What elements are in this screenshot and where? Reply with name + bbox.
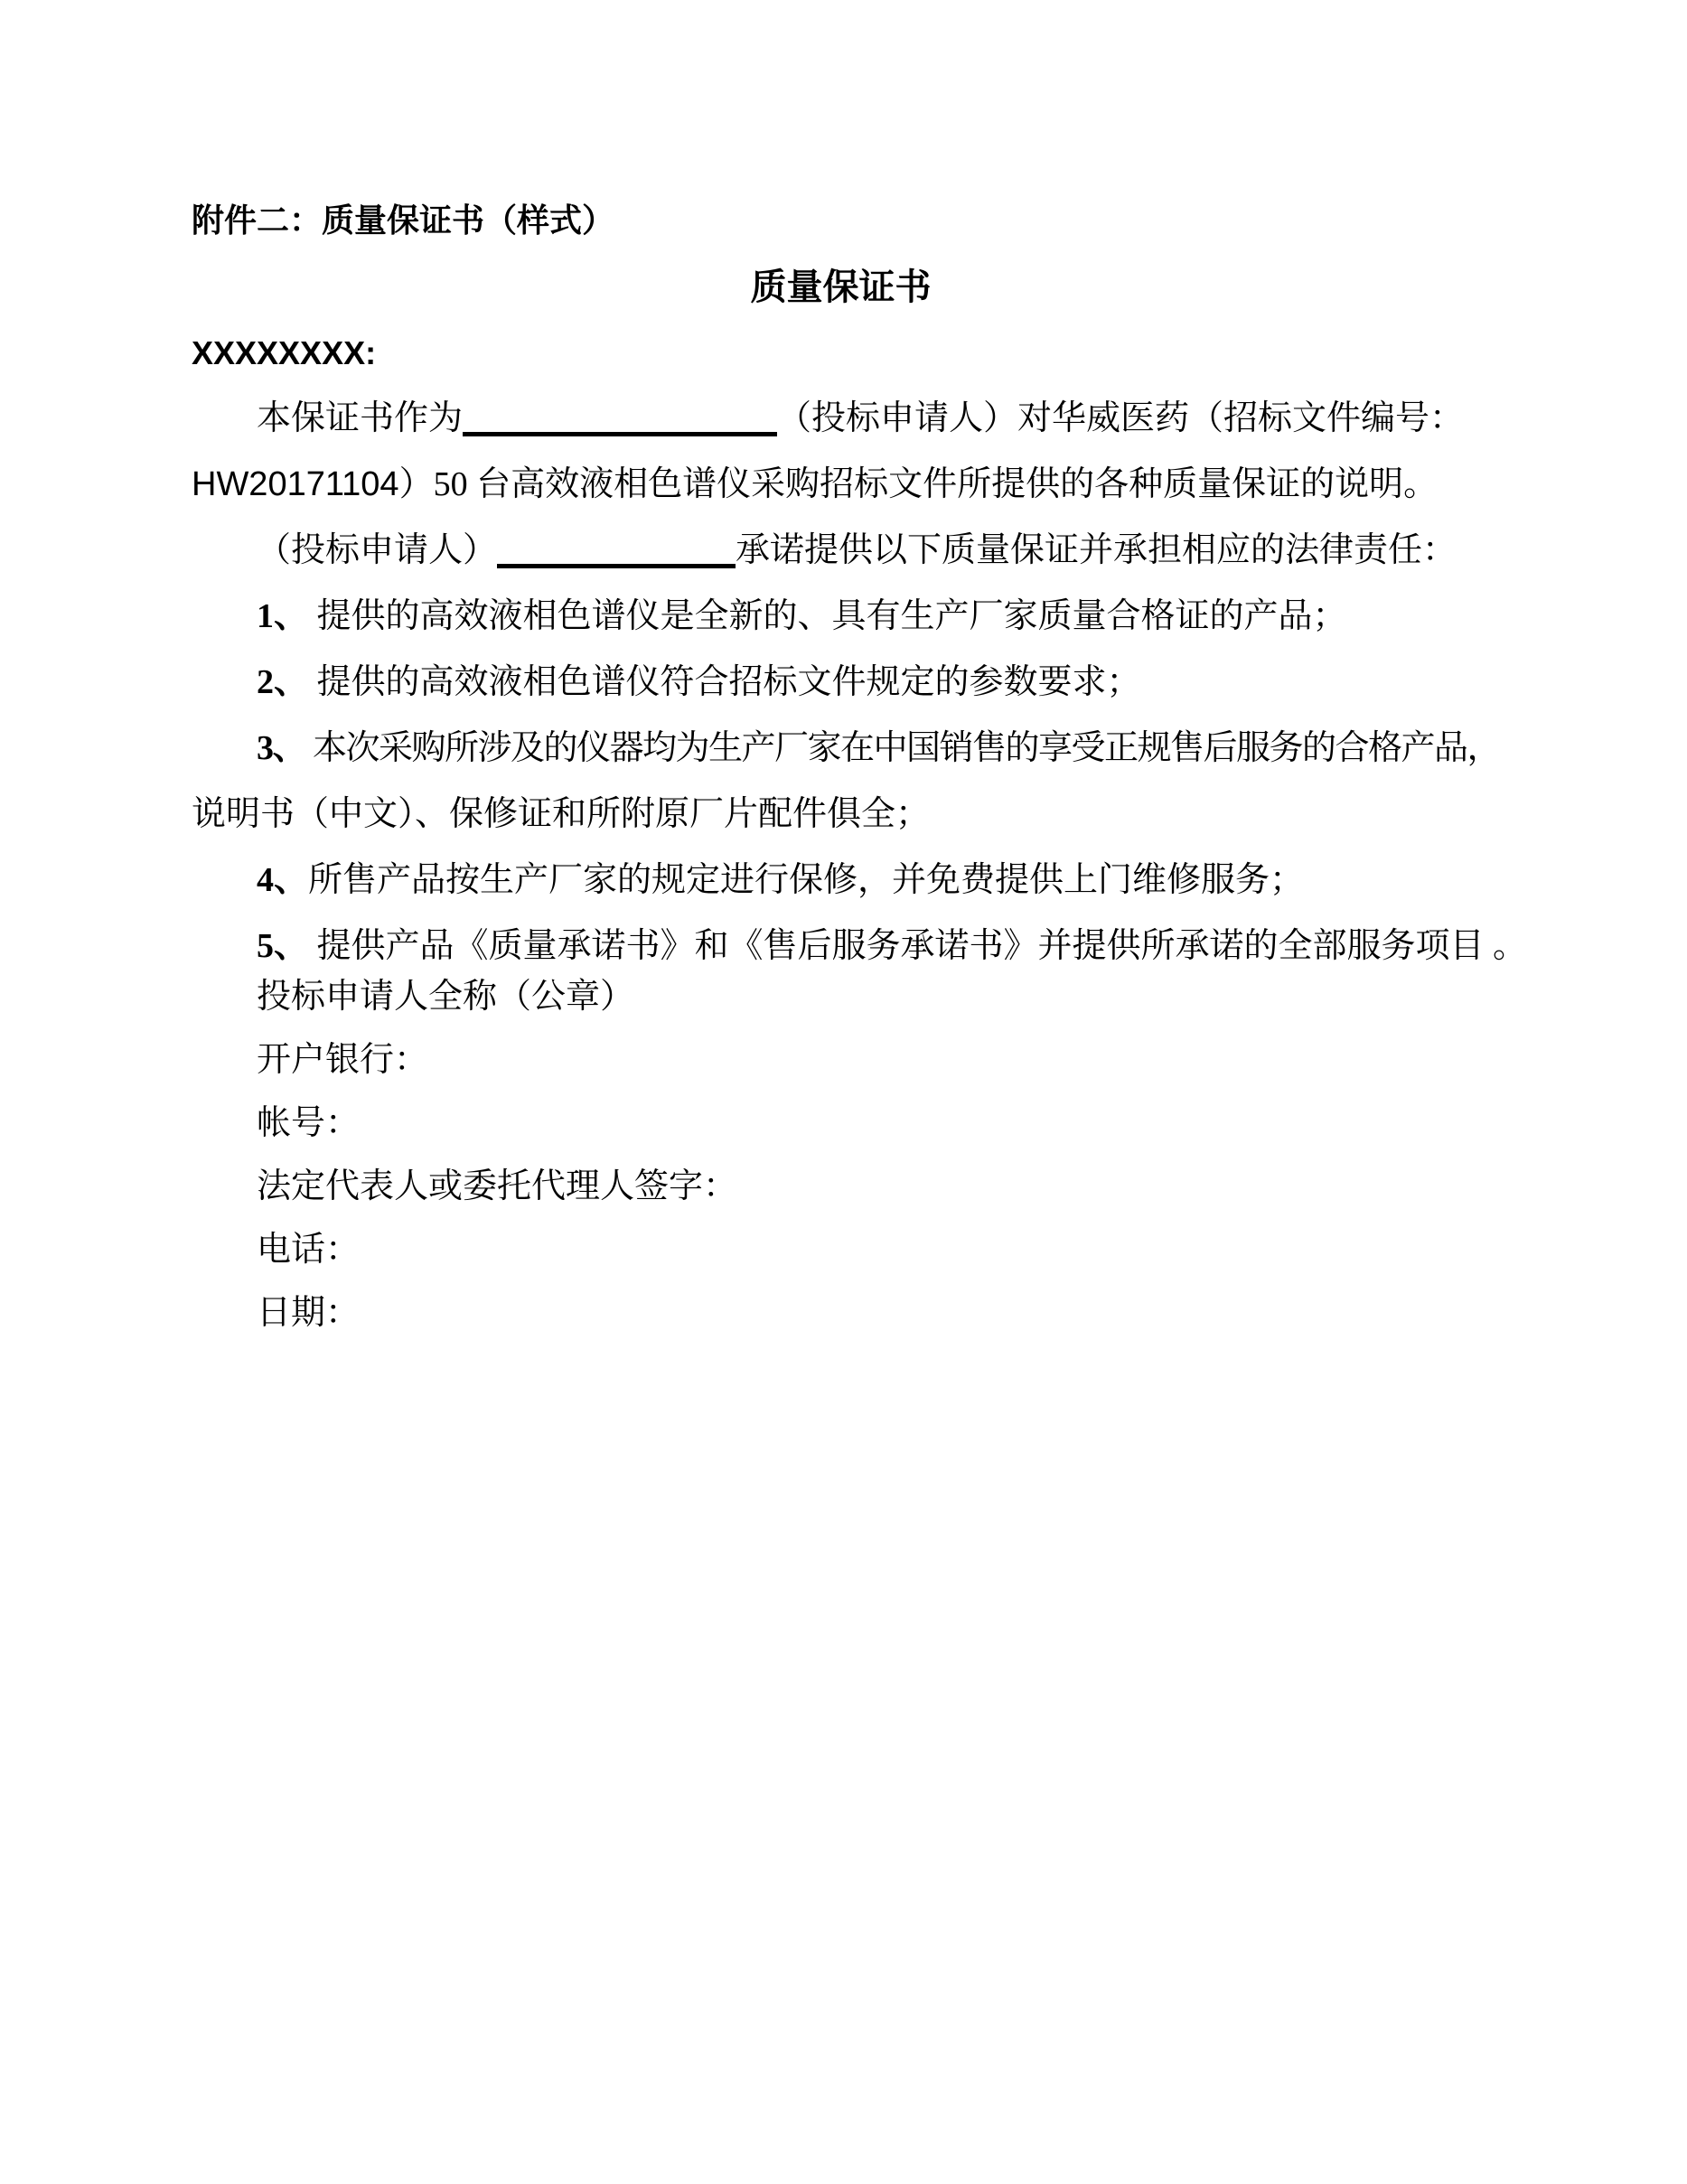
guarantee-item-2: [192, 650, 1490, 716]
guarantee-item-1: [192, 584, 1490, 650]
item-2-number: 2、: [257, 663, 309, 701]
salutation: XXXXXXXX:: [192, 334, 377, 371]
paragraph2-line: [192, 518, 1490, 584]
applicant-full-name-label: 投标申请人全称（公章）: [257, 978, 635, 1016]
item-5-number: 5、: [257, 927, 309, 965]
paragraph1-line2: [192, 452, 1490, 518]
item-2-text: 提供的高效液相色谱仪符合招标文件规定的参数要求；: [308, 663, 1141, 701]
para1-text-after-blank: （投标申请人）对华威医药（招标文件编号：: [777, 399, 1465, 437]
legal-representative-signature-label: 法定代表人或委托代理人签字：: [257, 1167, 738, 1205]
paragraph1-line1: [192, 386, 1490, 452]
item-4-number: 4、: [257, 861, 309, 899]
guarantee-item-3-line2: 说明书（中文）、保修证和所附原厂片配件俱全；: [192, 795, 931, 833]
para1-text-before-blank: 本保证书作为: [257, 399, 464, 437]
para2-text-before-blank: （投标申请人）: [257, 531, 498, 569]
item-4-text: 所售产品按生产厂家的规定进行保修，并免费提供上门维修服务；: [308, 861, 1305, 899]
bank-label: 开户银行：: [257, 1041, 429, 1079]
para1-line2-text: ）50 台高效液相色谱仪采购招标文件所提供的各种质量保证的说明。: [398, 465, 1439, 503]
guarantee-item-4: [192, 848, 1490, 914]
para2-text-after-blank: 承诺提供以下质量保证并承担相应的法律责任：: [736, 531, 1457, 569]
date-label: 日期：: [257, 1294, 361, 1332]
tender-document-number: HW20171104: [192, 465, 399, 503]
item-3-text-line1: 本次采购所涉及的仪器均为生产厂家在中国销售的享受正规售后服务的合格产品，: [305, 729, 1501, 767]
item-1-text: 提供的高效液相色谱仪是全新的、具有生产厂家质量合格证的产品；: [308, 597, 1347, 635]
signature-block: [192, 965, 1490, 1345]
item-5-text: 提供产品《质量承诺书》和《售后服务承诺书》并提供所承诺的全部服务项目 。: [308, 927, 1528, 965]
fill-in-blank-applicant-name: [463, 427, 777, 436]
attachment-heading: 附件二：质量保证书（样式）: [192, 202, 615, 239]
document-title: 质量保证书: [750, 267, 932, 307]
guarantee-item-3-line1: [192, 716, 1501, 782]
item-3-number: 3、: [257, 729, 306, 767]
account-number-label: 帐号：: [257, 1104, 361, 1142]
item-1-number: 1、: [257, 597, 309, 635]
phone-label: 电话：: [257, 1231, 361, 1269]
fill-in-blank-applicant-name-2: [497, 559, 736, 568]
